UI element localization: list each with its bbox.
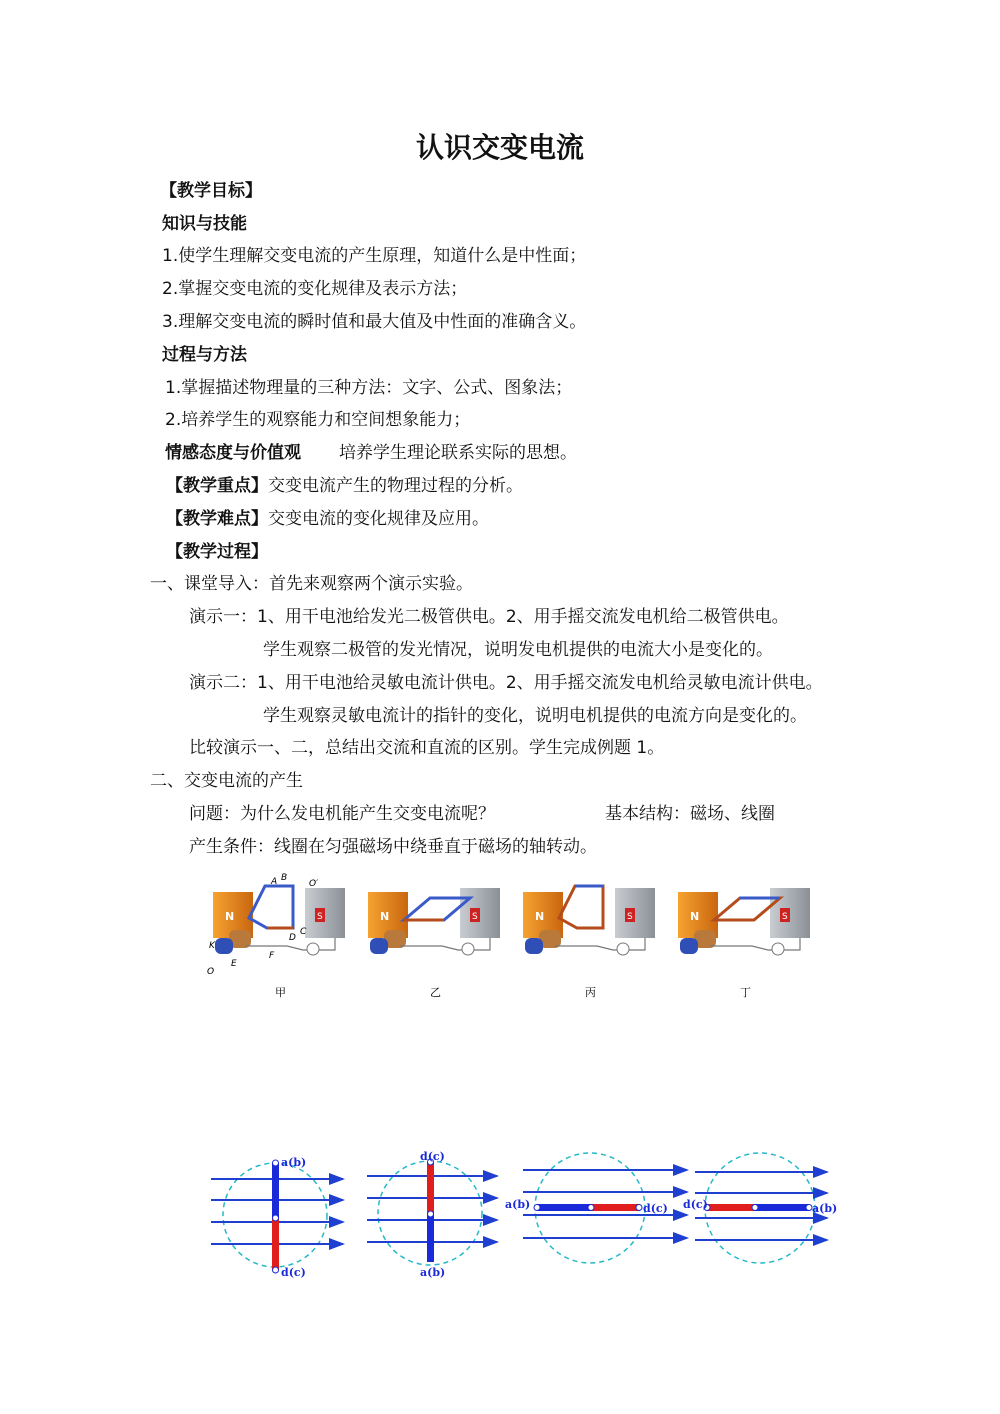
galvanometer (462, 943, 474, 955)
circuit-wire (555, 938, 645, 950)
knowledge-item: 2.掌握交变电流的变化规律及表示方法； (162, 279, 468, 299)
section2-title: 二、交变电流的产生 (150, 771, 303, 791)
galvanometer (772, 943, 784, 955)
compare-text: 比较演示一、二，总结出交流和直流的区别。学生完成例题 1。 (189, 738, 665, 758)
conductor-point (636, 1205, 642, 1211)
key-point-header: 【教学重点】 (166, 476, 268, 496)
process-header: 【教学过程】 (166, 542, 268, 562)
circuit-wire (400, 938, 490, 950)
section1-title: 一、课堂导入：首先来观察两个演示实验。 (150, 574, 473, 594)
condition-text: 产生条件：线圈在匀强磁场中绕垂直于磁场的轴转动。 (189, 837, 597, 857)
attitude-text: 培养学生理论联系实际的思想。 (339, 443, 577, 463)
coil-side-blue (537, 1204, 591, 1211)
key-point-line (166, 474, 523, 498)
difficulty-line (166, 507, 489, 531)
demo1-observation: 学生观察二极管的发光情况，说明发电机提供的电流大小是变化的。 (263, 640, 773, 660)
attitude-header: 情感态度与价值观 (165, 443, 301, 463)
conductor-point (273, 1267, 279, 1273)
label-right: d(c) (643, 1202, 668, 1215)
key-point-text: 交变电流产生的物理过程的分析。 (268, 476, 523, 496)
axis-point (273, 1215, 279, 1221)
label-bottom: a(b) (420, 1266, 446, 1279)
knowledge-header: 知识与技能 (162, 214, 247, 234)
conductor-point (273, 1160, 279, 1166)
axis-point (752, 1205, 758, 1211)
pole-s-label: S (782, 912, 788, 922)
pole-n-label: N (690, 910, 700, 923)
letter-k: K (209, 941, 215, 951)
page-title: 认识交变电流 (415, 131, 584, 164)
attitude-line (165, 441, 577, 465)
galvanometer (307, 943, 319, 955)
pole-s-label: S (627, 912, 633, 922)
axle (525, 938, 543, 954)
process-method-item: 2.培养学生的观察能力和空间想象能力； (165, 410, 471, 430)
letter-a: A (271, 877, 278, 887)
axle (680, 938, 698, 954)
letter-o-prime: O′ (309, 879, 319, 889)
generator-figure-2 (368, 888, 500, 999)
rotation-figure-3 (505, 1153, 687, 1263)
circuit-wire (710, 938, 800, 950)
coil-side-blue (272, 1163, 279, 1218)
demo1-text: 演示一：1、用干电池给发光二极管供电。2、用手摇交流发电机给二极管供电。 (189, 607, 789, 627)
pole-n-label: N (380, 910, 390, 923)
objectives-header: 【教学目标】 (160, 181, 262, 201)
rotation-figure-2 (367, 1150, 497, 1279)
axle (215, 938, 233, 954)
coil-side-red (272, 1218, 279, 1270)
label-left: a(b) (505, 1198, 531, 1211)
knowledge-item: 3.理解交变电流的瞬时值和最大值及中性面的准确含义。 (162, 312, 587, 332)
figure-caption: 丁 (740, 986, 751, 999)
letter-e: E (231, 959, 237, 969)
figure-caption: 丙 (585, 986, 596, 999)
coil-side-red (427, 1162, 434, 1214)
pole-n-label: N (535, 910, 545, 923)
coil-side-red (707, 1204, 755, 1211)
question-text: 问题：为什么发电机能产生交变电流呢？ (189, 804, 495, 824)
label-bottom: d(c) (281, 1266, 306, 1279)
rotation-figure-4 (683, 1153, 837, 1263)
letter-f: F (269, 951, 275, 961)
letter-b: B (281, 873, 288, 883)
coil-side-red (591, 1204, 639, 1211)
knowledge-item: 1.使学生理解交变电流的产生原理，知道什么是中性面； (162, 246, 587, 266)
generator-figure-1 (207, 873, 345, 999)
axle (370, 938, 388, 954)
figure-caption: 甲 (275, 986, 286, 999)
figure-caption: 乙 (430, 986, 441, 999)
demo2-observation: 学生观察灵敏电流计的指针的变化，说明电机提供的电流方向是变化的。 (263, 706, 807, 726)
rotation-figure-1 (211, 1156, 343, 1279)
structure-text: 基本结构：磁场、线圈 (605, 804, 775, 824)
coil-side-blue (427, 1214, 434, 1262)
rotation-figures (205, 1148, 845, 1283)
coil (249, 886, 293, 928)
axis-point (428, 1211, 434, 1217)
label-top: a(b) (281, 1156, 307, 1169)
conductor-point (534, 1205, 540, 1211)
generator-figures (205, 868, 825, 1008)
axis-point (588, 1205, 594, 1211)
difficulty-text: 交变电流的变化规律及应用。 (268, 509, 489, 529)
letter-o: O (207, 967, 215, 977)
generator-figure-3 (523, 886, 655, 999)
pole-n-label: N (225, 910, 235, 923)
label-top: d(c) (420, 1150, 445, 1163)
label-right: a(b) (812, 1202, 838, 1215)
demo2-text: 演示二：1、用干电池给灵敏电流计供电。2、用手摇交流发电机给灵敏电流计供电。 (189, 673, 823, 693)
label-left: d(c) (683, 1198, 708, 1211)
difficulty-header: 【教学难点】 (166, 509, 268, 529)
process-method-header: 过程与方法 (162, 345, 247, 365)
galvanometer (617, 943, 629, 955)
process-method-item: 1.掌握描述物理量的三种方法：文字、公式、图象法； (165, 378, 573, 398)
letter-c: C (300, 927, 307, 937)
coil-side-blue (755, 1204, 809, 1211)
letter-d: D (289, 933, 296, 943)
pole-s-label: S (472, 912, 478, 922)
pole-s-label: S (317, 912, 323, 922)
generator-figure-4 (678, 888, 810, 999)
coil (559, 886, 603, 928)
